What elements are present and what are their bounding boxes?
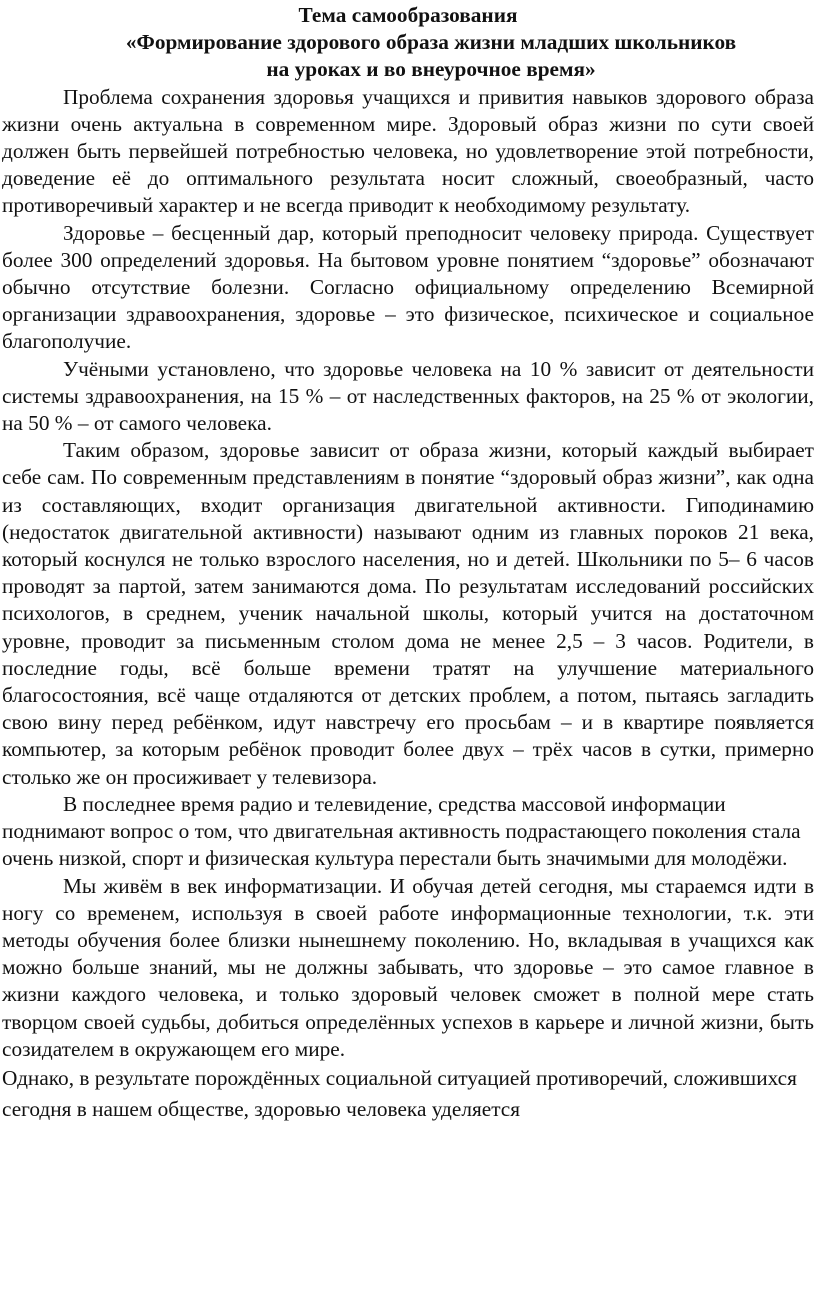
paragraph-3: Учёными установлено, что здоровье человека на 10 % зависит от деятельности системы здравоохранения, на 15 % – от наследственных факторов, на 25 % от экологии, на 50 % – от самого человека. [2,356,814,436]
document-title-topic: Тема самообразования [298,3,518,27]
document-title-line-1: «Формирование здорового образа жизни младших школьников [125,30,737,55]
paragraph-4: Таким образом, здоровье зависит от образа жизни, который каждый выбирает себе сам. По современным представлениям в понятие “здоровый образ жизни”, как одна из составляющих, входит организация двигательной активности. Гиподинамию (недостаток двигательной активности) называют одним из главных пороков 21 века, который коснулся не только взрослого населения, но и детей. Школьники по 5– 6 часов проводят за партой, затем занимаются дома. По результатам исследований российских психологов, в среднем, ученик начальной школы, который учится на достаточном уровне, проводит за письменным столом дома не менее 2,5 – 3 часов. Родители, в последние годы, всё больше времени тратят на улучшение материального благосостояния, всё чаще отдаляются от детских проблем, а потом, пытаясь загладить свою вину перед ребёнком, идут навстречу его просьбам – и в квартире появляется компьютер, за которым ребёнок проводит более двух – трёх часов в сутки, примерно столько же он просиживает у телевизора. [2,438,814,789]
paragraph-6: Мы живём в век информатизации. И обучая детей сегодня, мы стараемся идти в ногу со временем, используя в своей работе информационные технологии, т.к. эти методы обучения более близки нынешнему поколению. Но, вкладывая в учащихся как можно больше знаний, мы не должны забывать, что здоровье – это самое главное в жизни каждого человека, и только здоровый человек сможет в полной мере стать творцом своей судьбы, добиться определённых успехов в карьере и личной жизни, быть созидателем в окружающем его мире. [2,873,814,1061]
paragraph-2: Здоровье – бесценный дар, который преподносит человеку природа. Существует более 300 определений здоровья. На бытовом уровне понятием “здоровье” обозначают обычно отсутствие болезни. Согласно официальному определению Всемирной организации здравоохранения, здоровье – это физическое, психическое и социальное благополучие. [2,220,814,354]
paragraph-1: Проблема сохранения здоровья учащихся и привития навыков здорового образа жизни очень актуальна в современном мире. Здоровый образ жизни по сути своей должен быть первейшей потребностью человека, но удовлетворение этой потребности, доведение её до оптимального результата носит сложный, своеобразный, часто противоречивый характер и не всегда приводит к необходимому результату. [2,84,814,218]
paragraph-7: Однако, в результате порождённых социальной ситуацией противоречий, сложившихся сегодня в нашем обществе, здоровью человека уделяется [2,1065,797,1121]
document-title-line-2: на уроках и во внеурочное время» [266,57,596,82]
paragraph-5: В последнее время радио и телевидение, средства массовой информации поднимают вопрос о том, что двигательная активность подрастающего поколения стала очень низкой, спорт и физическая культура перестали быть значимыми для молодёжи. [2,791,801,871]
